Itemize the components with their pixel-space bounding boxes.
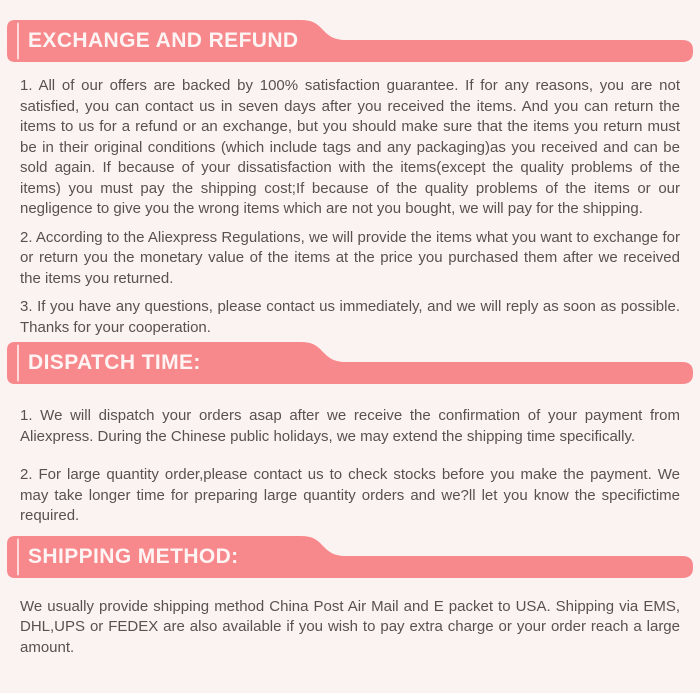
policy-paragraph: 1. All of our offers are backed by 100% satisfaction guarantee. If for any reasons, you are not satisfied, you can contact us in seven days after you received the items. And you can return the items to us for a refund or an exchange, but you should make sure that the items you return must be in their original conditions (which include tags and any packaging)as you received and can be sold again. If because of your dissatisfaction with the items(except the quality problems of the items) you must pay the shipping cost;If because of the quality problems of the items or our negligence to give you the wrong items which are not you bought, we will pay for the shipping.	[20, 77, 680, 217]
policy-paragraph: We usually provide shipping method China Post Air Mail and E packet to USA. Shipping via EMS, DHL,UPS or FEDEX are also available if you wish to pay extra charge or your order reach a large amount.	[20, 597, 680, 656]
policy-paragraph: 2. According to the Aliexpress Regulations, we will provide the items what you want to exchange for or return you the monetary value of the items at the price you purchased them after we received the items you returned.	[20, 228, 680, 287]
section-header-shipping-method	[7, 536, 693, 578]
section-body-dispatch-time	[0, 384, 700, 536]
section-body-shipping-method	[0, 578, 700, 659]
banner-divider-line	[17, 23, 19, 60]
section-header-exchange-refund	[7, 20, 693, 62]
section-title: DISPATCH TIME:	[28, 351, 201, 374]
banner-divider-line	[17, 538, 19, 575]
section-shipping-method	[0, 536, 700, 659]
section-body-exchange-refund	[0, 62, 700, 342]
section-header-dispatch-time	[7, 342, 693, 384]
section-title: SHIPPING METHOD:	[28, 544, 239, 568]
policy-paragraph: 2. For large quantity order,please contact us to check stocks before you make the payment. We may take longer time for preparing large quantity orders and we?ll let you know the specifictime required.	[20, 466, 680, 524]
section-title: EXCHANGE AND REFUND	[28, 29, 299, 52]
section-dispatch-time	[0, 342, 700, 536]
policy-paragraph: 3. If you have any questions, please contact us immediately, and we will reply as soon as possible. Thanks for your cooperation.	[20, 298, 680, 336]
banner-divider-line	[17, 345, 19, 382]
section-exchange-refund	[0, 20, 700, 342]
policy-paragraph: 1. We will dispatch your orders asap after we receive the confirmation of your payment from Aliexpress. During the Chinese public holidays, we may extend the shipping time specifically.	[20, 407, 680, 445]
